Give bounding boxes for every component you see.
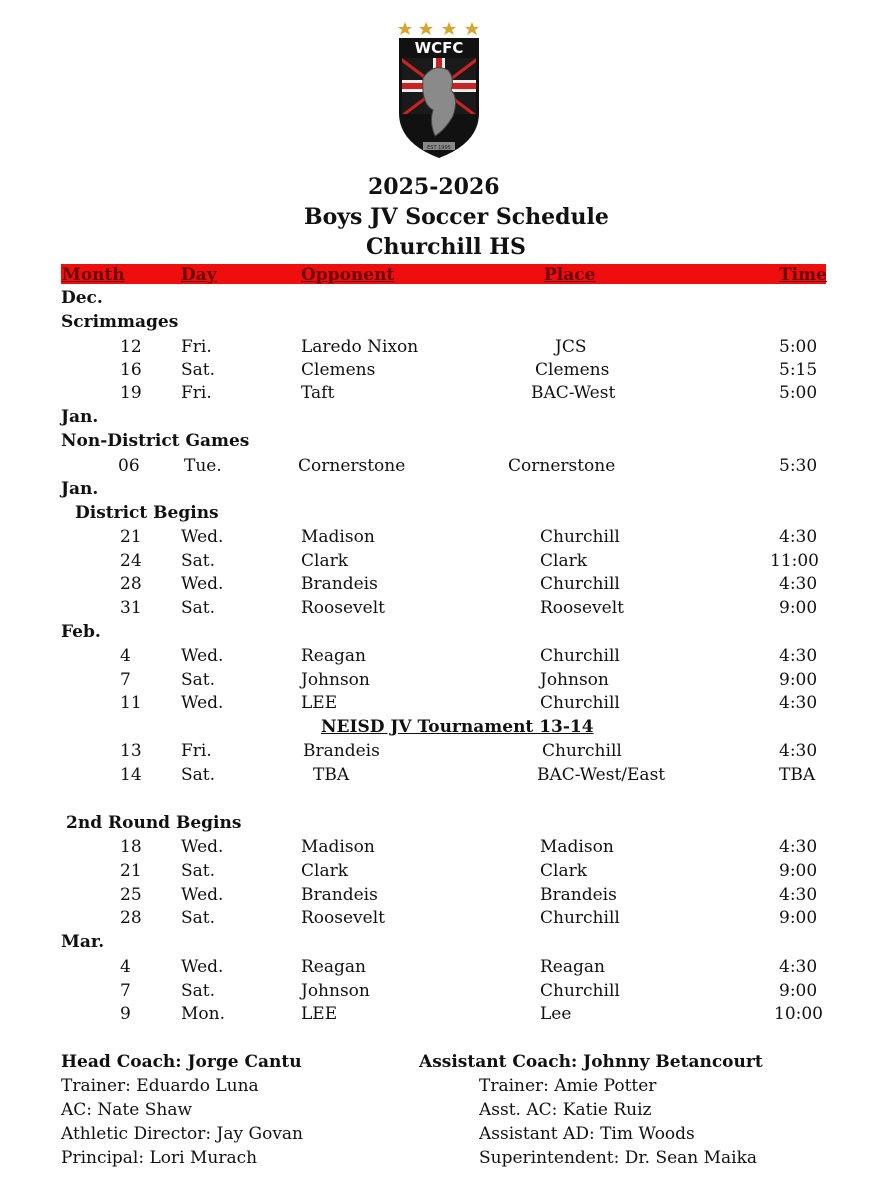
game-date: 7 [120,670,131,690]
game-place: Brandeis [540,885,617,905]
game-day: Sat. [181,360,216,380]
game-date: 14 [120,765,142,785]
game-date: 24 [120,551,142,571]
game-place: Churchill [540,527,620,547]
school-title: Churchill HS [366,234,526,260]
game-opponent: Roosevelt [301,908,385,928]
game-time: 5:15 [779,360,818,380]
game-day: Sat. [181,981,216,1001]
schedule-title: Boys JV Soccer Schedule [304,204,609,230]
game-place: Roosevelt [540,598,624,618]
game-time: 4:30 [779,885,818,905]
game-date: 25 [120,885,142,905]
section-mar: Mar. [61,932,105,952]
superintendent: Superintendent: Dr. Sean Maika [479,1148,758,1168]
trainer-1: Trainer: Eduardo Luna [61,1076,259,1096]
game-time: 5:00 [779,383,818,403]
game-opponent: Madison [301,527,375,547]
game-opponent: TBA [313,765,350,785]
game-opponent: Clark [301,551,349,571]
section-district: District Begins [75,503,219,523]
game-date: 31 [120,598,142,618]
asst-ac: Asst. AC: Katie Ruiz [479,1100,652,1120]
game-place: Reagan [540,957,605,977]
game-place: BAC-West/East [537,765,666,785]
game-date: 9 [120,1004,131,1024]
game-day: Mon. [181,1004,225,1024]
game-opponent: LEE [301,1004,338,1024]
game-day: Wed. [181,574,224,594]
game-time: 11:00 [770,551,819,571]
game-date: 4 [120,646,131,666]
game-place: Lee [540,1004,572,1024]
game-place: Churchill [540,981,620,1001]
game-opponent: Roosevelt [301,598,385,618]
game-time: 4:30 [779,837,818,857]
crest-icon [393,18,485,160]
game-date: 21 [120,861,142,881]
game-date: 13 [120,741,142,761]
game-place: BAC-West [531,383,616,403]
game-date: 28 [120,574,142,594]
game-day: Wed. [181,693,224,713]
table-header-bar [61,264,826,284]
game-time: 5:30 [779,456,818,476]
game-opponent: LEE [301,693,338,713]
game-day: Sat. [181,861,216,881]
season-title: 2025-2026 [368,174,500,200]
game-opponent: Clemens [301,360,376,380]
principal: Principal: Lori Murach [61,1148,258,1168]
game-day: Sat. [181,908,216,928]
game-day: Fri. [181,337,212,357]
game-time: 4:30 [779,693,818,713]
game-date: 4 [120,957,131,977]
game-day: Fri. [181,741,212,761]
header-day: Day [181,265,217,285]
game-day: Sat. [181,598,216,618]
game-place: Churchill [540,693,620,713]
game-time: 9:00 [779,598,818,618]
section-second-round: 2nd Round Begins [66,813,242,833]
game-place: Churchill [540,646,620,666]
game-opponent: Reagan [301,957,366,977]
assistant-coach: Assistant Coach: Johnny Betancourt [419,1052,763,1072]
game-opponent: Brandeis [301,574,378,594]
game-place: Clark [540,861,588,881]
game-place: Clemens [535,360,610,380]
header-opponent: Opponent [301,265,395,285]
game-day: Wed. [181,646,224,666]
trainer-2: Trainer: Amie Potter [479,1076,657,1096]
svg-text:EST 1995: EST 1995 [427,145,451,151]
game-place: Madison [540,837,614,857]
game-place: Cornerstone [508,456,616,476]
game-time: 5:00 [779,337,818,357]
game-day: Fri. [181,383,212,403]
section-jan-1: Jan. [61,407,99,427]
game-place: Churchill [540,908,620,928]
head-coach: Head Coach: Jorge Cantu [61,1052,302,1072]
game-day: Sat. [181,670,216,690]
game-opponent: Madison [301,837,375,857]
game-date: 19 [120,383,142,403]
ac: AC: Nate Shaw [61,1100,193,1120]
section-dec: Dec. [61,288,103,308]
game-date: 7 [120,981,131,1001]
game-time: 9:00 [779,981,818,1001]
game-place: Churchill [540,574,620,594]
game-day: Wed. [181,885,224,905]
game-time: 9:00 [779,908,818,928]
section-tournament: NEISD JV Tournament 13-14 [321,717,594,737]
game-date: 12 [120,337,142,357]
game-opponent: Brandeis [301,885,378,905]
game-opponent: Johnson [301,981,370,1001]
game-time: 4:30 [779,957,818,977]
game-day: Wed. [181,957,224,977]
game-time: 4:30 [779,527,818,547]
header-time: Time [779,265,827,285]
game-time: 4:30 [779,646,818,666]
game-time: 9:00 [779,861,818,881]
section-feb: Feb. [61,622,101,642]
game-date: 28 [120,908,142,928]
game-day: Wed. [181,837,224,857]
game-time: 9:00 [779,670,818,690]
svg-text:WCFC: WCFC [414,39,464,57]
game-day: Wed. [181,527,224,547]
game-date: 21 [120,527,142,547]
game-time: TBA [779,765,816,785]
game-date: 06 [118,456,140,476]
game-opponent: Brandeis [303,741,380,761]
game-opponent: Johnson [301,670,370,690]
section-jan-2: Jan. [61,479,99,499]
game-place: Churchill [542,741,622,761]
game-place: Johnson [540,670,609,690]
game-opponent: Laredo Nixon [301,337,419,357]
athletic-director: Athletic Director: Jay Govan [61,1124,304,1144]
header-place: Place [544,265,596,285]
game-date: 16 [120,360,142,380]
game-day: Sat. [181,551,216,571]
game-date: 11 [120,693,142,713]
section-scrimmages: Scrimmages [61,312,179,332]
game-time: 4:30 [779,741,818,761]
game-day: Tue. [184,456,222,476]
game-day: Sat. [181,765,216,785]
game-time: 4:30 [779,574,818,594]
club-crest-logo [393,18,485,160]
assistant-ad: Assistant AD: Tim Woods [479,1124,695,1144]
game-date: 18 [120,837,142,857]
header-month: Month [62,265,125,285]
game-opponent: Taft [301,383,335,403]
section-non-district: Non-District Games [61,431,250,451]
game-opponent: Reagan [301,646,366,666]
game-place: JCS [555,337,587,357]
game-place: Clark [540,551,588,571]
game-opponent: Clark [301,861,349,881]
game-time: 10:00 [774,1004,823,1024]
game-opponent: Cornerstone [298,456,406,476]
